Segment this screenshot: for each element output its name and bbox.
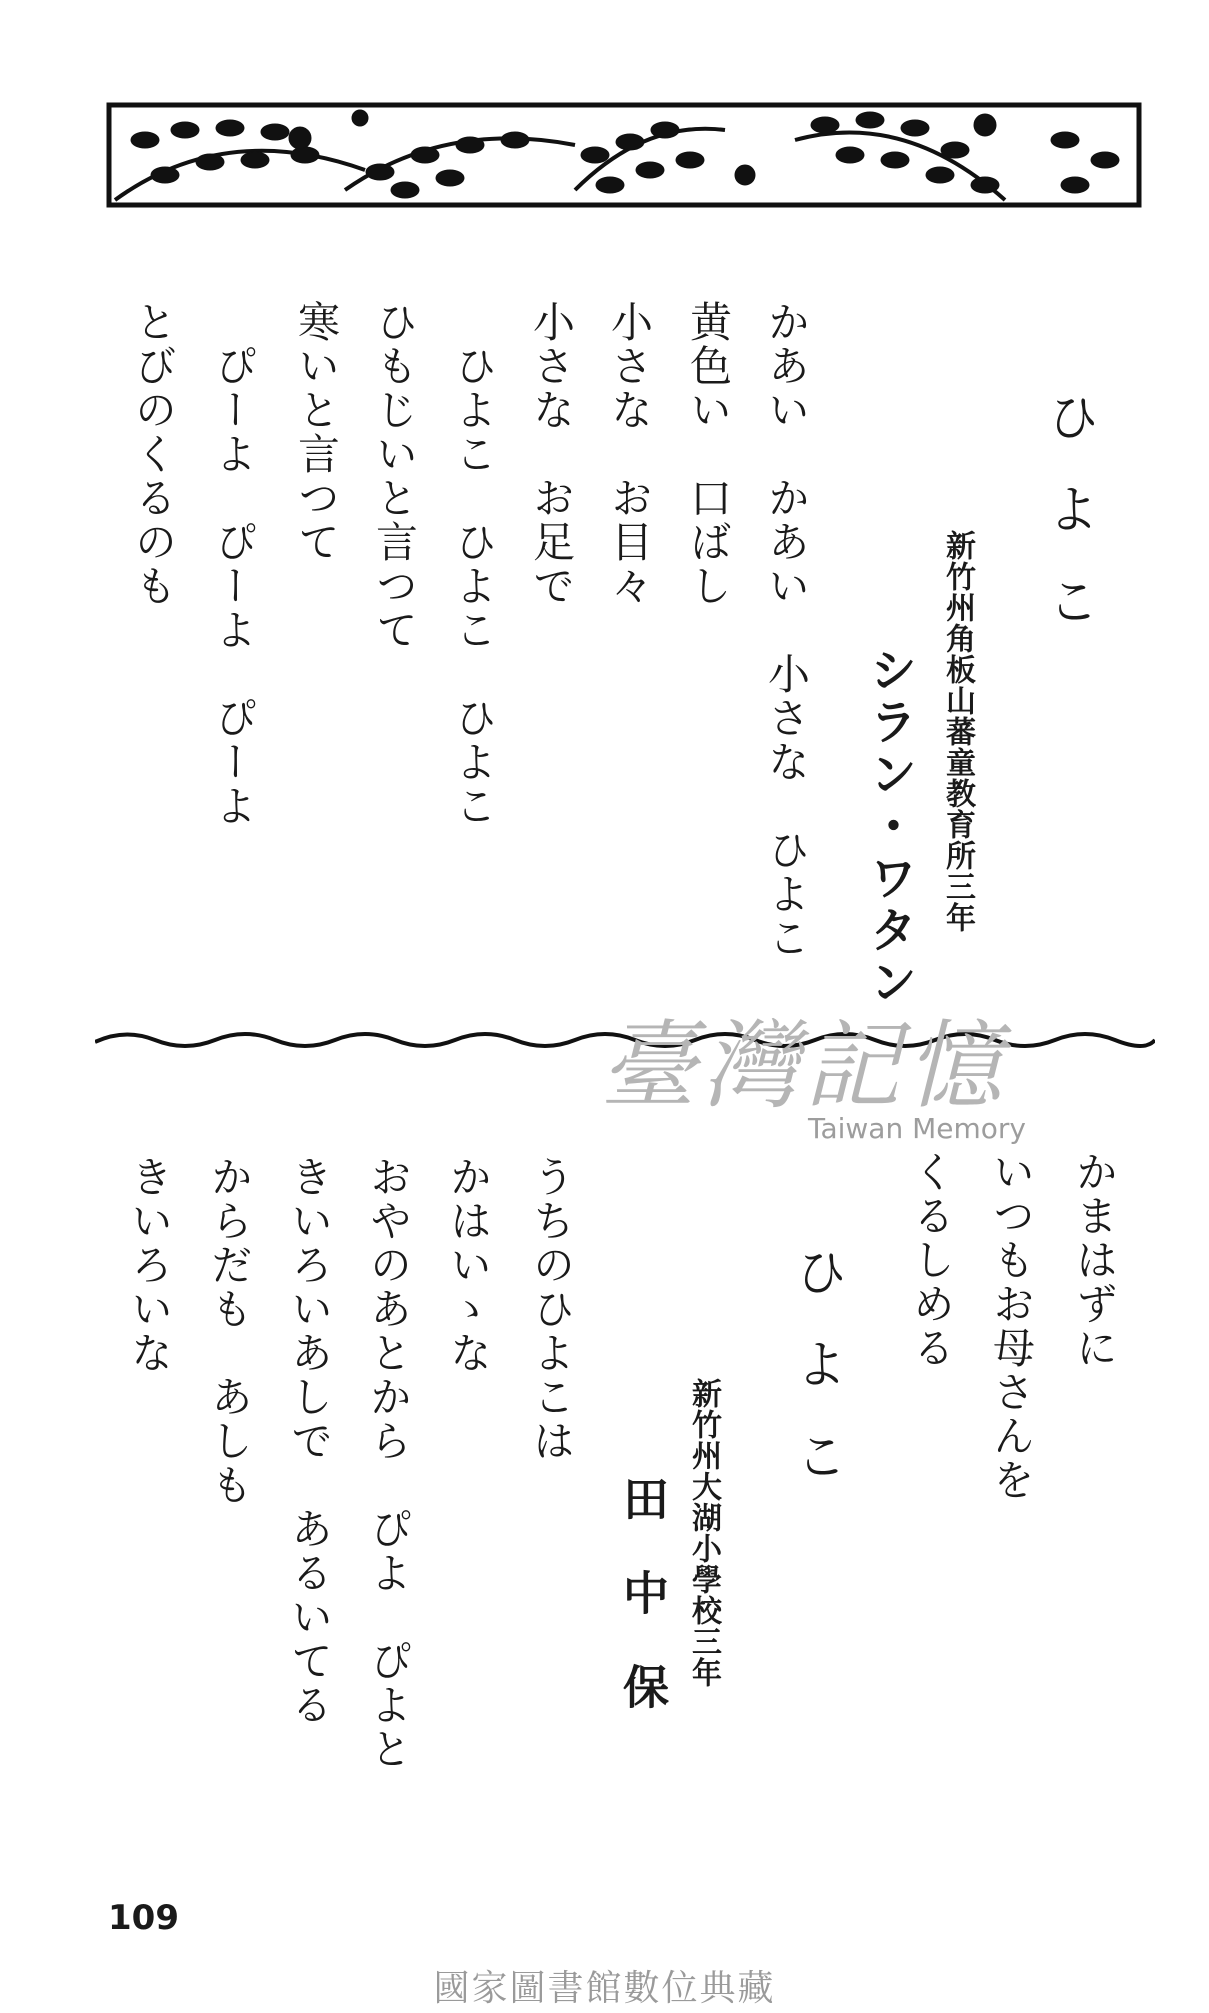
poem2-line-2: かはいゝな [444,1155,493,1375]
poem1-line-8: ぴーよ ぴーよ ぴーよ [209,300,258,828]
poem1-line-9: とびのくるのも [129,300,178,608]
poem2-line-6: きいろいな [125,1155,174,1375]
poem1-line-11: いつもお母さんを [987,1150,1036,1502]
poem2-line-5: からだも あしも [205,1155,254,1507]
poem1-line-4: 小さな お足で [527,300,576,608]
poem1-author: シラン・ワタン [861,645,917,1009]
library-footer: 國家圖書館數位典藏 [433,1968,776,2009]
poem2-line-3: おやのあとから ぴよ ぴよと [364,1155,413,1771]
poem1-line-2: 黄色い 口ばし [684,300,733,608]
poem2-author: 田中保 [616,1475,670,1757]
floral-banner-image [105,100,1145,215]
poem1-school: 新竹州角板山蕃童教育所三年 [940,530,975,933]
poem2-line-1: うちのひよこは [527,1155,576,1463]
poem1-line-5: ひよこ ひよこ ひよこ [449,300,498,828]
poem1-line-6: ひもじいと言つて [370,300,419,652]
poem1-line-7: 寒いと言つて [292,300,341,564]
poem1-line-12: くるしめる [907,1150,956,1370]
poem1-line-3: 小さな お目々 [605,300,654,608]
page-number: 109 [108,1898,179,1938]
watermark-title: 臺灣記憶 [600,1010,1008,1122]
poem2-line-4: きいろいあしで あるいてる [285,1155,334,1727]
poem2-title: ひよこ [786,1245,846,1521]
poem2-school: 新竹州大湖小學校三年 [686,1378,721,1688]
poem1-title: ひよこ [1038,390,1098,666]
watermark-subtitle: Taiwan Memory [808,1112,1026,1145]
poem1-line-1: かあい かあい 小さな ひよこ [762,300,811,960]
poem1-line-10: かまはずに [1070,1150,1119,1370]
